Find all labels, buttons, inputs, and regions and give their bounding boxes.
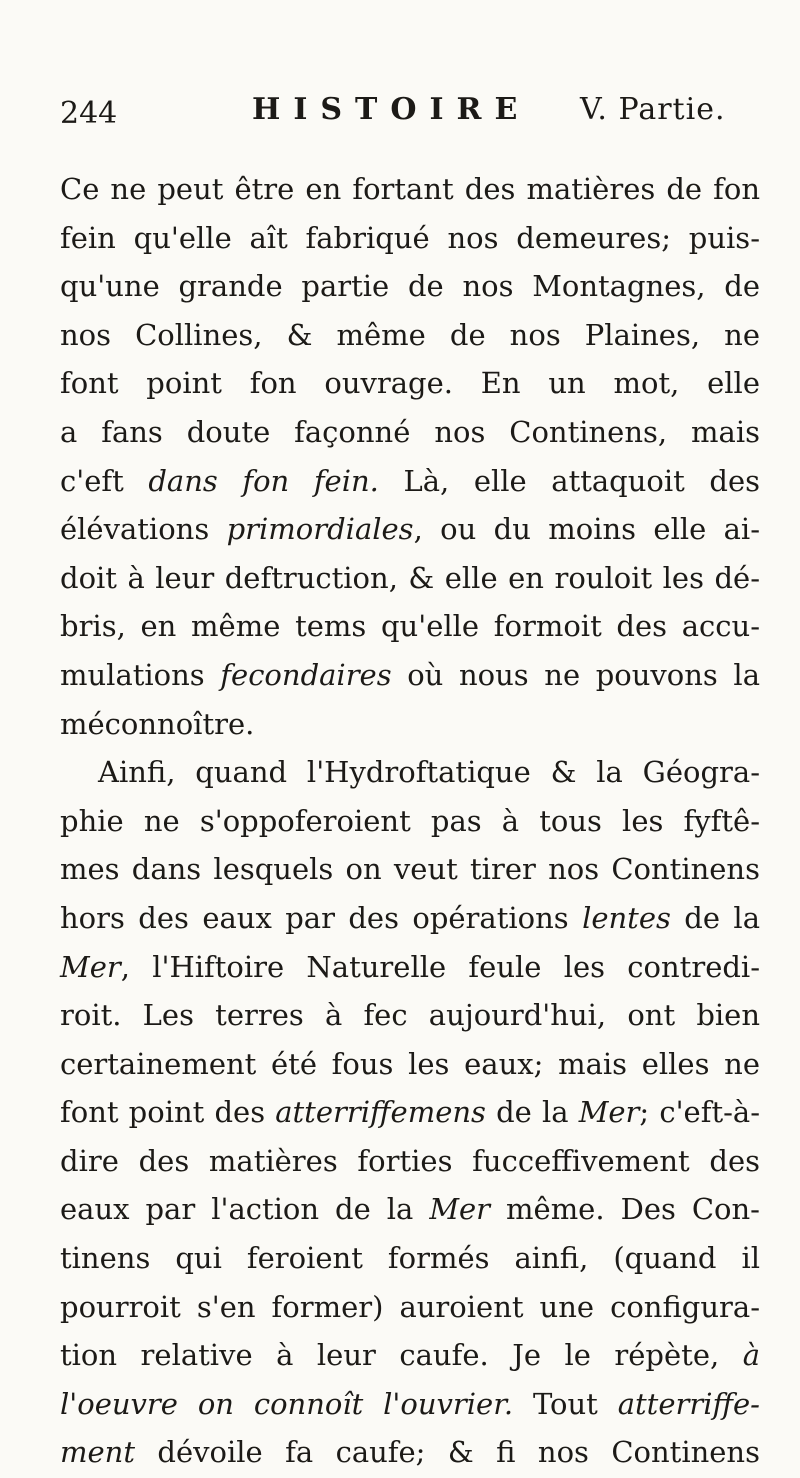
text-segment: c'eft [60, 463, 149, 498]
text-segment: Là, elle attaquoit des [378, 463, 761, 498]
text-segment: tinens qui feroient formés ainfi, (quand il [60, 1241, 760, 1276]
text-segment: atterriffe- [617, 1386, 760, 1421]
text-segment: mulations [60, 657, 221, 692]
text-line [60, 505, 760, 554]
text-segment: Tout [513, 1386, 618, 1421]
text-line [60, 457, 760, 506]
text-segment: qu'une grande partie de nos Montagnes, de [60, 269, 760, 304]
text-segment: ment [60, 1435, 135, 1470]
text-segment: atterriffemens [275, 1095, 486, 1130]
text-line [60, 651, 760, 700]
text-segment: primordiales [226, 512, 414, 547]
text-segment: fecondaires [220, 657, 392, 692]
text-segment: de la [485, 1095, 579, 1130]
text-segment: font point des [60, 1095, 276, 1130]
text-segment: dans fon fein. [148, 463, 379, 498]
text-line [60, 943, 760, 992]
text-segment: dire des matières forties fucceffivement des [60, 1143, 760, 1178]
text-line [60, 1137, 760, 1186]
text-segment: de la [670, 900, 760, 935]
text-line [60, 845, 760, 894]
text-line [60, 165, 760, 214]
text-segment: phie ne s'oppoferoient pas à tous les fyftê- [60, 803, 760, 838]
text-segment: dévoile fa caufe; & fi nos Continens [135, 1435, 760, 1470]
text-segment: certainement été fous les eaux; mais elles ne [60, 1046, 760, 1081]
text-segment: pourroit s'en former) auroient une configura- [60, 1289, 760, 1324]
text-segment: a fans doute façonné nos Continens, mais [60, 414, 760, 449]
text-segment: lentes [582, 900, 671, 935]
text-segment: l'oeuvre on connoît l'ouvrier. [60, 1386, 514, 1421]
text-segment: nos Collines, & même de nos Plaines, ne [60, 317, 760, 352]
text-segment: élévations [60, 512, 227, 547]
text-segment: Mer [578, 1095, 640, 1130]
text-line [60, 1331, 760, 1380]
text-line [60, 311, 760, 360]
text-line [60, 602, 760, 651]
text-line [60, 748, 760, 797]
text-segment: méconnoître. [60, 706, 255, 741]
text-segment: , l'Hiftoire Naturelle feule les contredi- [120, 949, 760, 984]
text-line [60, 408, 760, 457]
text-line [60, 894, 760, 943]
text-line [60, 1088, 760, 1137]
text-line [60, 1283, 760, 1332]
text-segment: roit. Les terres à fec aujourd'hui, ont bien [60, 998, 760, 1033]
text-segment: bris, en même tems qu'elle formoit des accu- [60, 609, 760, 644]
body-text [60, 165, 760, 1477]
text-segment: même. Des Con- [490, 1192, 760, 1227]
text-segment: Mer [429, 1192, 491, 1227]
text-segment: mes dans lesquels on veut tirer nos Continens [60, 852, 760, 887]
text-segment: ; c'eft-à- [639, 1095, 760, 1130]
text-line [60, 1040, 760, 1089]
text-segment: Mer [60, 949, 121, 984]
text-line [60, 700, 760, 749]
text-segment: à [742, 1338, 760, 1373]
text-segment: eaux par l'action de la [60, 1192, 430, 1227]
page-number: 244 [60, 96, 118, 131]
text-line [60, 1234, 760, 1283]
text-line [60, 262, 760, 311]
text-segment: font point fon ouvrage. En un mot, elle [60, 366, 760, 401]
text-segment: hors des eaux par des opérations [60, 900, 583, 935]
text-segment: Ce ne peut être en fortant des matières de fon [60, 172, 760, 206]
text-segment: doit à leur deftruction, & elle en rouloit les dé- [60, 560, 760, 595]
text-line [60, 1185, 760, 1234]
text-line [60, 991, 760, 1040]
text-segment: , ou du moins elle ai- [413, 512, 760, 547]
text-segment: où nous ne pouvons la [391, 657, 760, 692]
text-line [60, 359, 760, 408]
text-line [60, 1380, 760, 1429]
running-title: HISTOIRE [252, 92, 531, 127]
part-label: V. Partie. [580, 92, 726, 127]
text-line [60, 554, 760, 603]
text-line [60, 1428, 760, 1477]
text-segment: Ainfi, quand l'Hydroftatique & la Géogra- [98, 755, 760, 790]
text-segment: fein qu'elle aît fabriqué nos demeures; puis- [60, 220, 760, 255]
text-line [60, 797, 760, 846]
text-line [60, 214, 760, 263]
running-header [60, 92, 760, 136]
text-segment: tion relative à leur caufe. Je le répète, [60, 1338, 743, 1373]
